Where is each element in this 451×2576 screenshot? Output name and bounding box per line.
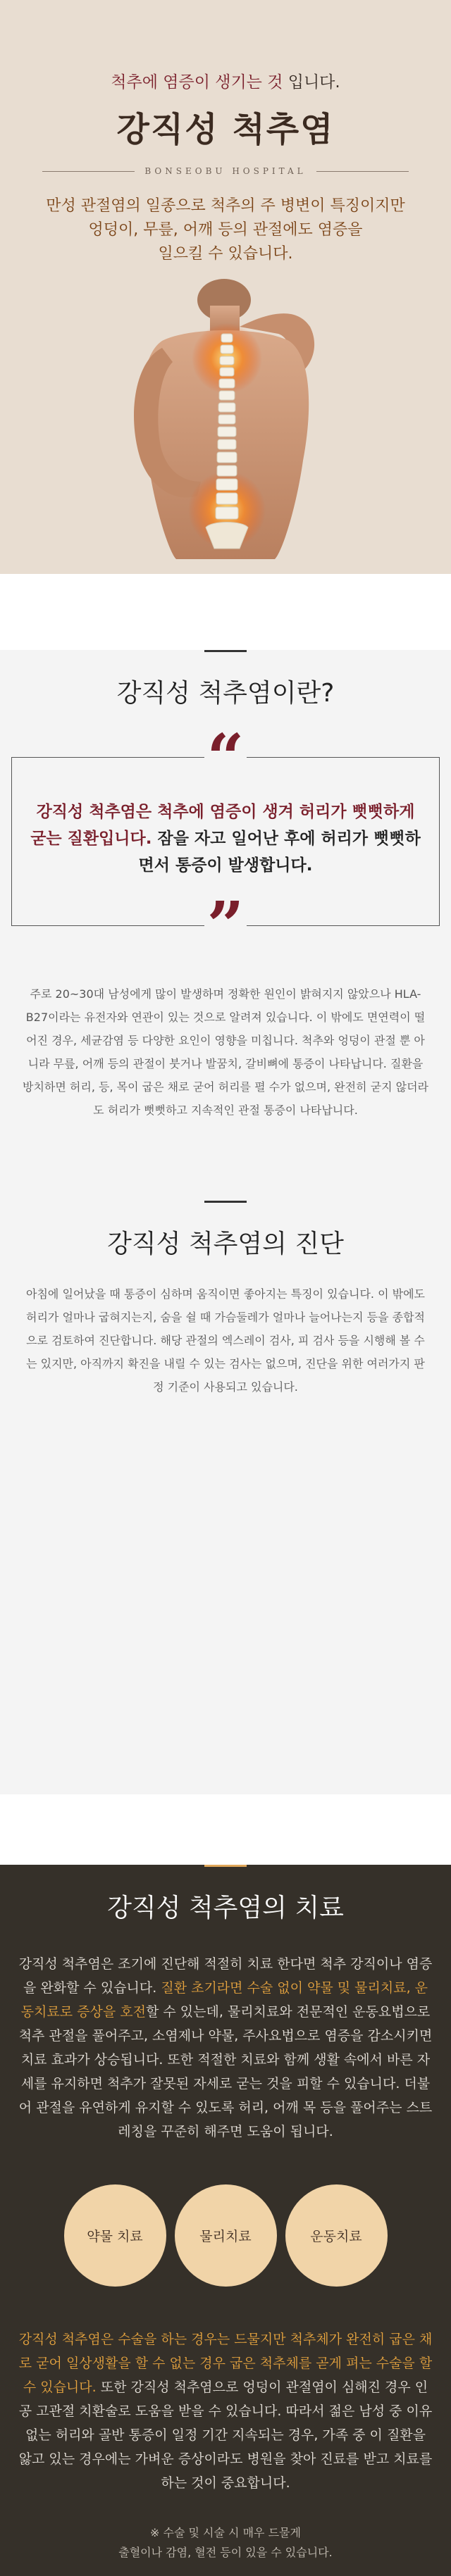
quote-rest: 잠을 자고 일어난 후에 허리가 뻣뻣하면서 통증이 발생합니다. — [138, 830, 421, 875]
divider-right — [316, 171, 409, 172]
intro-heading: 강직성 척추염이란? — [116, 679, 335, 708]
hero-section — [0, 0, 451, 574]
hospital-row — [42, 166, 409, 176]
treatment-circle-exercise: 운동치료 — [285, 2184, 388, 2287]
close-quote-icon: ” — [204, 904, 247, 946]
surgery-body-rest: 또한 강직성 척추염으로 엉덩이 관절염이 심해진 경우 인공 고관절 치환술로 도움을 받을 수 있습니다. 따라서 젊은 남성 중 이유 없는 허리와 골반 통증이 일정 기간 지속되는 경우, 가족 중 이 질환을 앓고 있는 경우에는 가벼운 증상이라도 병원을 찾아 진료를 받고 치료를 하는 것이 중요합니다. — [18, 2380, 433, 2491]
heading-bar — [204, 1201, 247, 1203]
hero-desc-line3: 일으킬 수 있습니다. — [158, 245, 293, 263]
quote-accent: 강직성 척추염은 척추에 염증이 생겨 허리가 뻣뻣하게 굳는 질환입니다. — [30, 803, 415, 848]
hero-description — [0, 194, 451, 266]
surgery-note — [18, 2523, 433, 2563]
intro-body: 주로 20~30대 남성에게 많이 발생하며 정확한 원인이 밝혀지지 않았으나 HLA-B27이라는 유전자와 연관이 있는 것으로 알려져 있습니다. 이 밖에도 면연력이 떨어진 경우, 세균감염 등 다양한 요인이 영향을 미칩니다. 척추와 엉덩이 관절 뿐 아니라 무릎, 어깨 등의 관절이 붓거나 발꿈치, 갈비뼈에 통증이 나타납니다. 질환을 방치하면 허리, 등, 목이 굽은 채로 굳어 허리를 펼 수가 없으며, 완전히 굳지 않더라도 허리가 뻣뻣하고 지속적인 관절 통증이 나타납니다. — [23, 987, 428, 1117]
treatment-section — [0, 1865, 451, 2576]
hero-tagline — [0, 0, 451, 92]
diagnosis-body: 아침에 일어났을 때 통증이 심하며 움직이면 좋아지는 특징이 있습니다. 이 밖에도 허리가 얼마나 굽혀지는지, 숨을 쉴 때 가슴둘레가 얼마나 늘어나는지 등을 종합적으로 검토하여 진단합니다. 해당 관절의 엑스레이 검사, 피 검사 등을 시행해 볼 수는 있지만, 아직까지 확진을 내릴 수 있는 검사는 없으며, 진단을 위한 여러가지 판정 기준이 사용되고 있습니다. — [26, 1287, 425, 1394]
hero-tagline-rest: 입니다. — [283, 73, 340, 92]
intro-section — [0, 650, 451, 1794]
treatment-types — [0, 2184, 451, 2287]
note-line2: 출혈이나 감염, 혈전 등이 있을 수 있습니다. — [118, 2546, 333, 2559]
treatment-heading: 강직성 척추염의 치료 — [107, 1894, 344, 1922]
treatment-body-rest: 할 수 있는데, 물리치료와 전문적인 운동요법으로 척추 관절을 풀어주고, 소염제나 약물, 주사요법으로 염증을 감소시키면 치료 효과가 상승됩니다. 또한 적절한 치료와 함께 생활 속에서 바른 자세를 유지하면 척추가 잘못된 자세로 굳는 것을 피할 수 있습니다. 더불어 관절을 유연하게 유지할 수 있도록 허리, 어깨 목 등을 풀어주는 스트레칭을 꾸준히 해주면 도움이 됩니다. — [18, 2004, 433, 2139]
hero-desc-line2: 엉덩이, 무릎, 어깨 등의 관절에도 염증을 — [88, 221, 363, 239]
hero-tagline-accent: 척추에 염증이 생기는 것 — [111, 73, 283, 92]
open-quote-icon: “ — [204, 737, 247, 779]
quote-text — [26, 799, 425, 879]
heading-bar — [204, 1865, 247, 1867]
surgery-body — [18, 2327, 433, 2495]
spine-pain-illustration — [0, 285, 451, 559]
treatment-body-intro: 강직성 척추염은 조기에 진단해 적절히 치료 한다면 척추 강직이나 염증을 완화할 수 있습니다. — [18, 1956, 433, 1996]
hero-title: 강직성 척추염 — [116, 110, 335, 149]
treatment-body-highlight: 질환 초기라면 수술 없이 약물 및 물리치료, 운동치료로 증상을 호전 — [20, 1980, 428, 2020]
diagnosis-heading: 강직성 척추염의 진단 — [107, 1230, 344, 1258]
surgery-body-highlight: 강직성 척추염은 수술을 하는 경우는 드물지만 척추체가 완전히 굽은 채로 굳어 일상생활을 할 수 없는 경우 굽은 척추체를 곧게 펴는 수술을 할 수 있습니다. — [18, 2332, 433, 2395]
treatment-circle-physical: 물리치료 — [175, 2184, 277, 2287]
definition-quote-box — [11, 720, 440, 963]
divider-left — [42, 171, 135, 172]
heading-bar — [204, 650, 247, 652]
treatment-body — [18, 1952, 433, 2144]
hospital-name: BONSEOBU HOSPITAL — [144, 166, 307, 176]
note-line1: ※ 수술 및 시술 시 매우 드물게 — [150, 2526, 301, 2539]
hero-desc-line1: 만성 관절염의 일종으로 척추의 주 병변이 특징이지만 — [46, 197, 405, 215]
treatment-circle-medication: 약물 치료 — [64, 2184, 166, 2287]
